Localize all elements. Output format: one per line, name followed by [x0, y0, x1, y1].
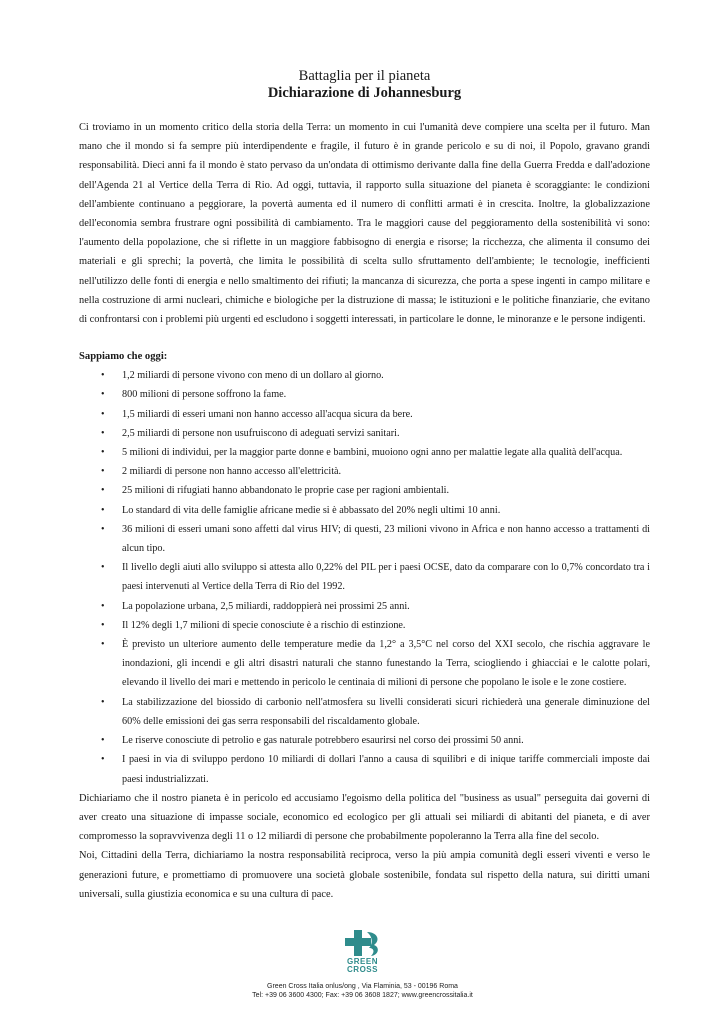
bullet-icon: •	[101, 408, 105, 420]
list-item: • 1,2 miliardi di persone vivono con meno di un dollaro al giorno.	[79, 366, 650, 385]
bullet-icon: •	[101, 485, 105, 497]
facts-heading: Sappiamo che oggi:	[79, 351, 168, 363]
list-item: • Il livello degli aiuti allo sviluppo si attesta allo 0,22% del PIL per i paesi OCSE, dato da comparare con lo 0,7% concordato tra i paesi intervenuti al Vertice della Terra di Rio del 1992.	[79, 558, 650, 596]
bullet-icon: •	[101, 370, 105, 382]
list-item: • La stabilizzazione del biossido di carbonio nell'atmosfera su livelli considerati sicuri richiederà una generale diminuzione del 60% delle emissioni dei gas serra responsabili del riscaldamento globale.	[79, 693, 650, 731]
document-title: Dichiarazione di Johannesburg	[267, 85, 462, 101]
document-page	[79, 68, 650, 904]
bullet-icon: •	[101, 427, 105, 439]
list-item: • I paesi in via di sviluppo perdono 10 miliardi di dollari l'anno a causa di squilibri e di inique tariffe commerciali imposte dai paesi industrializzati.	[79, 750, 650, 788]
list-item: • 5 milioni di individui, per la maggior parte donne e bambini, muoiono ogni anno per malattie legate alla qualità dell'acqua.	[79, 443, 650, 462]
closing-paragraph-declaration: Dichiariamo che il nostro pianeta è in pericolo ed accusiamo l'egoismo della politica del "business as usual" perseguita dai governi di aver creato una situazione di impasse sociale, economico ed ecologico per gli attuali sei miliardi di abitanti del pianeta, e di aver compromesso la sopravvivenza degli 11 o 12 miliardi di persone che probabilmente popoleranno la Terra alla fine del secolo.	[79, 792, 650, 843]
footer-address: Green Cross Italia onlus/ong , Via Flaminia, 53 - 00196 Roma	[267, 983, 458, 990]
bullet-icon: •	[101, 562, 105, 574]
list-item: • 25 milioni di rifugiati hanno abbandonato le proprie case per ragioni ambientali.	[79, 481, 650, 500]
list-item: • 36 milioni di esseri umani sono affetti dal virus HIV; di questi, 23 milioni vivono in Africa e non hanno accesso a trattamenti di alcun tipo.	[79, 520, 650, 558]
bullet-icon: •	[101, 447, 105, 459]
intro-paragraph: Ci troviamo in un momento critico della storia della Terra: un momento in cui l'umanità deve compiere una scelta per il futuro. Man mano che il mondo si fa sempre più interdipendente e fragile, il futuro è in grande pericolo e su di noi, il Popolo, gravano grandi responsabilità. Dieci anni fa il mondo è stato pervaso da un'ondata di ottimismo derivante dalla fine della Guerra Fredda e dall'adozione dell'Agenda 21 al Vertice della Terra di Rio. Ad oggi, tuttavia, il rapporto sulla situazione del pianeta è scoraggiante: le condizioni dell'ambiente continuano a peggiorare, la povertà aumenta ed il numero di conflitti armati è in crescita. Inoltre, la globalizzazione dell'economia sembra frustrare ogni possibilità di cambiamento. Tra le maggiori cause del peggioramento della sostenibilità vi sono: l'aumento della popolazione, che si riflette in un maggiore fabbisogno di energia e risorse; la ricchezza, che alimenta il consumo dei materiali e gli sprechi; la povertà, che limita le possibilità di scelta sullo sfruttamento dell'ambiente; le tecnologie, inefficienti nell'utilizzo delle fonti di energia e nello smaltimento dei rifiuti; la mancanza di sicurezza, che porta a spese ingenti in campo militare e nella costruzione di armi nucleari, chimiche e biologiche per la distruzione di massa; le istituzioni e le politiche finanziarie, che evitano di confrontarsi con i problemi più urgenti ed escludono i soggetti interessati, in particolare le donne, le minoranze e le persone indigenti.	[79, 122, 650, 326]
list-item: • 2 miliardi di persone non hanno accesso all'elettricità.	[79, 462, 650, 481]
footer-contacts: Tel: +39 06 3600 4300; Fax: +39 06 3608 1827; www.greencrossitalia.it	[252, 992, 473, 999]
list-item: • 1,5 miliardi di esseri umani non hanno accesso all'acqua sicura da bere.	[79, 405, 650, 424]
brand-name-cross: CROSS	[347, 965, 378, 974]
list-item: • La popolazione urbana, 2,5 miliardi, raddoppierà nei prossimi 25 anni.	[79, 597, 650, 616]
green-cross-logo-icon	[343, 928, 383, 958]
bullet-icon: •	[101, 639, 105, 651]
facts-list	[79, 366, 650, 788]
brand-name-green: GREEN	[347, 957, 378, 966]
list-item: • Le riserve conosciute di petrolio e gas naturale potrebbero esaurirsi nel corso dei prossimi 50 anni.	[79, 731, 650, 750]
bullet-icon: •	[101, 523, 105, 535]
bullet-icon: •	[101, 466, 105, 478]
bullet-icon: •	[101, 600, 105, 612]
list-item: • È previsto un ulteriore aumento delle temperature medie da 1,2° a 3,5°C nel corso del XXI secolo, che rischia aggravare le inondazioni, gli incendi e gli altri disastri naturali che stanno funestando la Terra, sciogliendo i ghiacciai e le calotte polari, elevando il livello dei mari e mettendo in pericolo le centinaia di milioni di persone che popolano le isole e le zone costiere.	[79, 635, 650, 693]
list-item: • Il 12% degli 1,7 milioni di specie conosciute è a rischio di estinzione.	[79, 616, 650, 635]
bullet-icon: •	[101, 735, 105, 747]
list-item: • 2,5 miliardi di persone non usufruiscono di adeguati servizi sanitari.	[79, 424, 650, 443]
bullet-icon: •	[101, 504, 105, 516]
document-subtitle: Battaglia per il pianeta	[298, 68, 431, 84]
bullet-icon: •	[101, 696, 105, 708]
bullet-icon: •	[101, 389, 105, 401]
closing-paragraph-commitment: Noi, Cittadini della Terra, dichiariamo la nostra responsabilità reciproca, verso la più ampia comunità degli esseri viventi e verso le generazioni future, e promettiamo di promuovere una società globale sostenibile, fondata sul rispetto della natura, sui diritti umani universali, sulla giustizia economica e su una cultura di pace.	[79, 850, 650, 900]
list-item: • 800 milioni di persone soffrono la fame.	[79, 385, 650, 404]
page-footer	[0, 928, 725, 1000]
bullet-icon: •	[101, 754, 105, 766]
list-item: • Lo standard di vita delle famiglie africane medie si è abbassato del 20% negli ultimi 10 anni.	[79, 501, 650, 520]
bullet-icon: •	[101, 619, 105, 631]
